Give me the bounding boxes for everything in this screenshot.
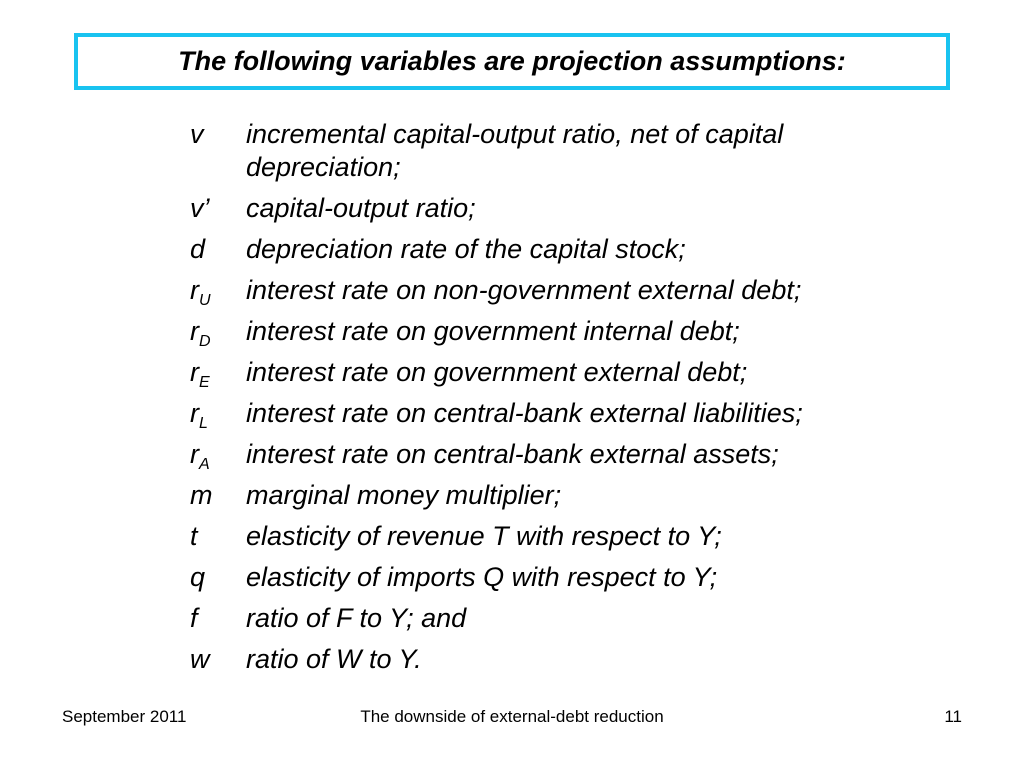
variable-symbol: w <box>190 644 210 674</box>
variable-description: interest rate on central-bank external assets; <box>246 439 779 469</box>
variable-row <box>190 233 910 266</box>
variable-symbol: t <box>190 521 198 551</box>
variable-row <box>190 602 910 635</box>
variable-row <box>190 315 910 348</box>
variable-symbol: $r_E$ <box>190 357 210 391</box>
variable-symbol: d <box>190 234 206 264</box>
footer-date: September 2011 <box>62 707 187 726</box>
variable-row <box>190 192 910 225</box>
variable-row <box>190 118 910 184</box>
variable-row <box>190 479 910 512</box>
variable-list <box>190 118 910 684</box>
variable-description: marginal money multiplier; <box>246 480 562 510</box>
footer-page-number: 11 <box>944 707 962 726</box>
variable-row <box>190 520 910 553</box>
variable-description: interest rate on non-government external debt; <box>246 275 802 305</box>
variable-description: interest rate on government external debt; <box>246 357 748 387</box>
variable-symbol: $r_D$ <box>190 316 211 350</box>
variable-symbol: v’ <box>190 193 210 223</box>
variable-description: elasticity of revenue T with respect to Y; <box>246 521 722 551</box>
slide-title: The following variables are projection assumptions: <box>178 46 846 76</box>
variable-description: interest rate on central-bank external liabilities; <box>246 398 803 428</box>
variable-row <box>190 274 910 307</box>
title-box <box>74 33 950 90</box>
variable-row <box>190 356 910 389</box>
variable-row <box>190 643 910 676</box>
variable-description: incremental capital-output ratio, net of capital depreciation; <box>246 119 784 182</box>
variable-symbol: $r_A$ <box>190 439 210 473</box>
variable-description: capital-output ratio; <box>246 193 476 223</box>
variable-symbol: q <box>190 562 206 592</box>
variable-description: elasticity of imports Q with respect to Y; <box>246 562 718 592</box>
variable-symbol: $r_U$ <box>190 275 211 309</box>
variable-description: interest rate on government internal debt; <box>246 316 740 346</box>
variable-row <box>190 561 910 594</box>
variable-row <box>190 397 910 430</box>
variable-description: ratio of F to Y; and <box>246 603 467 633</box>
variable-description: depreciation rate of the capital stock; <box>246 234 686 264</box>
variable-symbol: m <box>190 480 213 510</box>
variable-symbol: f <box>190 603 198 633</box>
variable-symbol: $r_L$ <box>190 398 208 432</box>
footer-presentation-title: The downside of external-debt reduction <box>360 707 664 726</box>
variable-description: ratio of W to Y. <box>246 644 422 674</box>
variable-row <box>190 438 910 471</box>
variable-symbol: v <box>190 119 204 149</box>
